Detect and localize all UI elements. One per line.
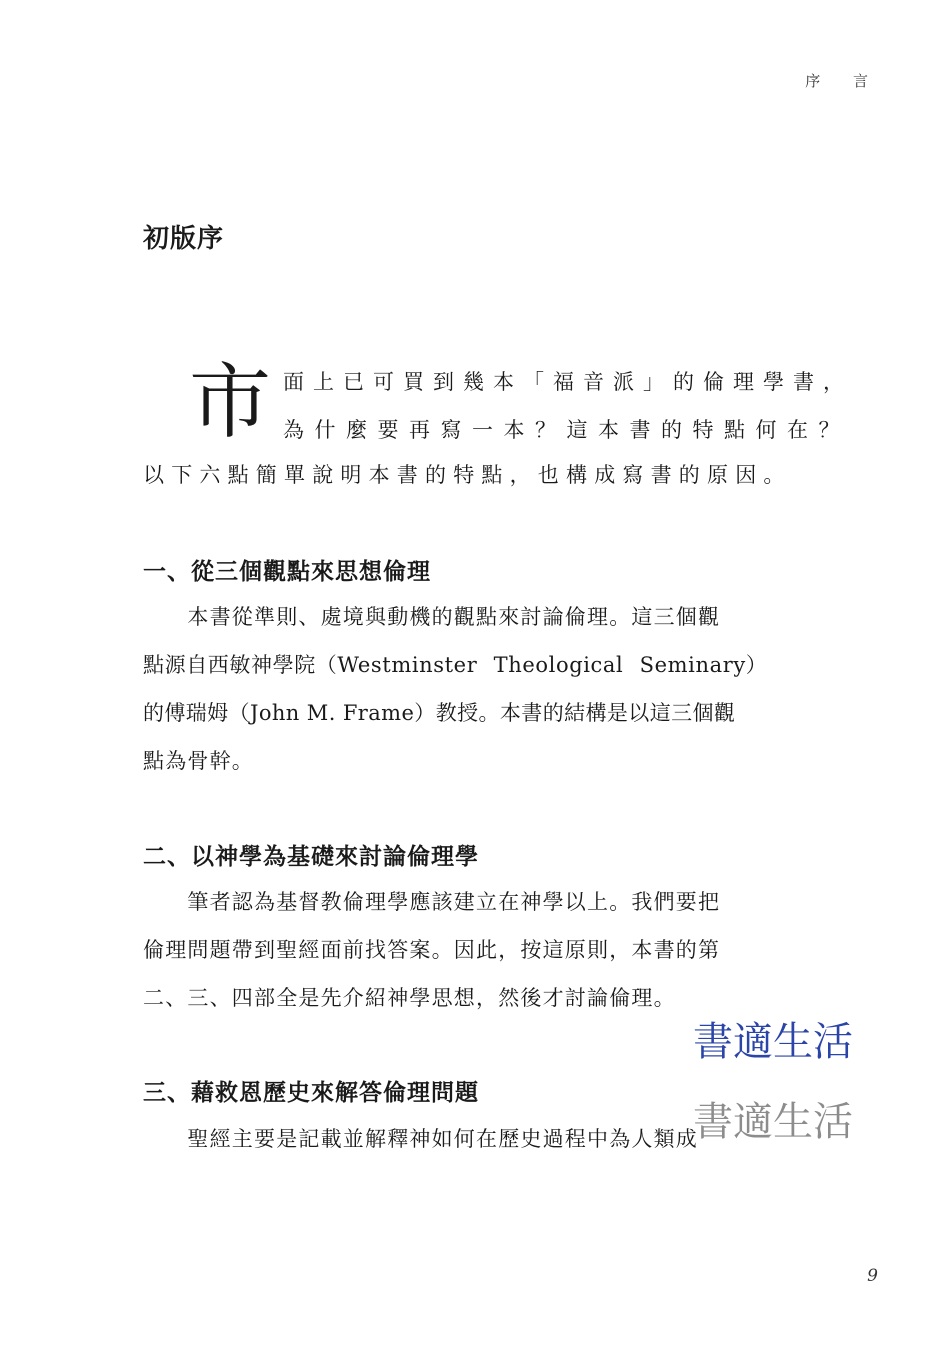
watermark-blue: 書適生活 xyxy=(693,1019,853,1065)
section-heading-1: 一、從三個觀點來思想倫理 xyxy=(143,559,431,585)
paragraph-line: 點源自西敏神學院（Westminster Theological Seminary） xyxy=(143,653,768,677)
watermark-gray: 書適生活 xyxy=(693,1099,853,1145)
intro-line: 為什麼要再寫一本？這本書的特點何在？ xyxy=(283,418,850,442)
paragraph-line: 倫理問題帶到聖經面前找答案。因此，按這原則，本書的第 xyxy=(143,938,721,962)
section-heading-2: 二、以神學為基礎來討論倫理學 xyxy=(143,844,479,870)
paragraph-line: 本書從準則、處境與動機的觀點來討論倫理。這三個觀 xyxy=(143,605,721,629)
intro-line: 以下六點簡單說明本書的特點，也構成寫書的原因。 xyxy=(143,463,792,487)
paragraph-line: 二、三、四部全是先介紹神學思想，然後才討論倫理。 xyxy=(143,986,676,1010)
page-number: 9 xyxy=(867,1266,878,1286)
chapter-title: 初版序 xyxy=(143,224,225,254)
paragraph-line: 點為骨幹。 xyxy=(143,749,254,773)
paragraph-line: 聖經主要是記載並解釋神如何在歷史過程中為人類成 xyxy=(143,1127,698,1151)
drop-cap: 市 xyxy=(189,355,272,450)
section-heading-3: 三、藉救恩歷史來解答倫理問題 xyxy=(143,1080,479,1106)
paragraph-line: 的傅瑞姆（John M. Frame）教授。本書的結構是以這三個觀 xyxy=(143,701,736,725)
intro-paragraph xyxy=(143,352,853,502)
running-head: 序 言 xyxy=(805,72,882,90)
intro-line: 面上已可買到幾本「福音派」的倫理學書， xyxy=(283,370,853,394)
paragraph-line: 筆者認為基督教倫理學應該建立在神學以上。我們要把 xyxy=(143,890,721,914)
